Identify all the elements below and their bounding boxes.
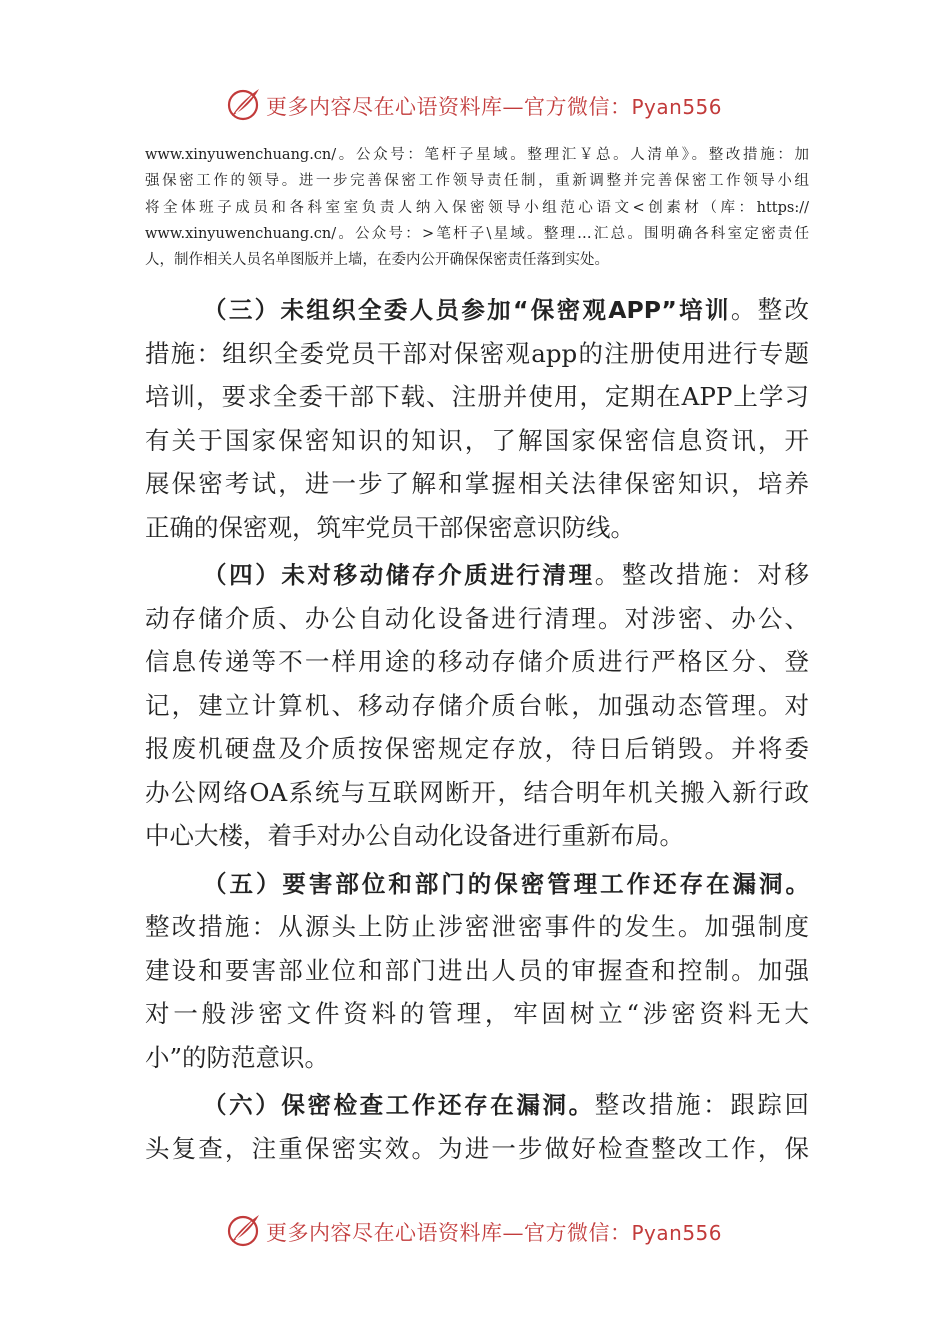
paragraph-line: 小”的防范意识。 xyxy=(145,1042,330,1072)
footer-watermark xyxy=(0,1210,950,1250)
paragraph-line: 中心大楼，着手对办公自动化设备进行重新布局。 xyxy=(145,821,684,850)
paragraph-line: 展保密考试，进一步了解和掌握相关法律保密知识，培养 xyxy=(145,469,809,498)
paragraph-line: www.xinyuwenchuang.cn/。公众号：笔杆子星域。整理汇￥总。人清单》。整改措施：加 xyxy=(145,147,809,163)
paragraph-line: 动存储介质、办公自动化设备进行清理。对涉密、办公、 xyxy=(145,603,809,633)
section-heading-line xyxy=(145,862,809,906)
watermark-wechat-id: Pyan556 xyxy=(631,95,723,119)
paragraph-line: 有关于国家保密知识的知识，了解国家保密信息资讯，开 xyxy=(145,425,809,455)
section-heading: （五）要害部位和部门的保密管理工作还存在漏洞。 xyxy=(203,869,809,898)
section-heading-line xyxy=(145,1083,809,1127)
heading-continuation: 整改措施：跟踪回 xyxy=(594,1090,809,1119)
section-heading-line xyxy=(145,553,809,597)
section-heading: （四）未对移动储存介质进行清理 xyxy=(203,561,595,589)
paragraph-line: www.xinyuwenchuang.cn/。公众号：>笔杆子\星域。整理…汇总。围明确各科室定密责任 xyxy=(145,225,809,242)
quill-logo-icon xyxy=(226,1212,262,1248)
watermark-text xyxy=(266,1217,722,1247)
intro-paragraph xyxy=(145,142,809,273)
paragraph-line: 办公网络OA系统与互联网断开，结合明年机关搬入新行政 xyxy=(145,777,809,807)
document-body xyxy=(145,288,809,1170)
paragraph-line: 建设和要害部业位和部门进出人员的审握查和控制。加强 xyxy=(145,955,809,985)
paragraph-line: 整改措施：从源头上防止涉密泄密事件的发生。加强制度 xyxy=(145,912,809,941)
paragraph-line: 培训，要求全委干部下载、注册并使用，定期在APP上学习 xyxy=(145,382,809,411)
section-heading-line xyxy=(145,288,809,332)
paragraph-line: 头复查，注重保密实效。为进一步做好检查整改工作，保 xyxy=(145,1133,809,1163)
watermark-cn: 更多内容尽在心语资料库—官方微信： xyxy=(266,1221,632,1245)
heading-continuation: 。整改 xyxy=(730,295,809,324)
section-3 xyxy=(145,288,809,549)
header-watermark xyxy=(0,84,950,124)
heading-continuation: 。整改措施：对移 xyxy=(594,560,809,589)
watermark-text xyxy=(266,91,722,121)
paragraph-line: 将全体班子成员和各科室室负责人纳入保密领导小组范心语文<创素材（库：https:// xyxy=(145,199,809,216)
paragraph-line: 信息传递等不一样用途的移动存储介质进行严格区分、登 xyxy=(145,647,809,676)
quill-logo-icon xyxy=(226,86,262,122)
paragraph-line: 人，制作相关人员名单图版并上墙，在委内公开确保保密责任落到实处。 xyxy=(145,252,609,269)
paragraph-line: 强保密工作的领导。进一步完善保密工作领导责任制，重新调整并完善保密工作领导小组 xyxy=(145,173,809,190)
paragraph-line: 对一般涉密文件资料的管理，牢固树立“涉密资料无大 xyxy=(145,999,809,1028)
watermark-cn: 更多内容尽在心语资料库—官方微信： xyxy=(266,95,632,119)
section-heading: （三）未组织全委人员参加“保密观APP”培训 xyxy=(203,296,731,324)
paragraph-line: 报废机硬盘及介质按保密规定存放，待日后销毁。并将委 xyxy=(145,734,809,763)
section-4 xyxy=(145,553,809,858)
watermark-wechat-id: Pyan556 xyxy=(631,1221,723,1245)
paragraph-line: 记，建立计算机、移动存储介质台帐，加强动态管理。对 xyxy=(145,690,809,720)
section-6 xyxy=(145,1083,809,1170)
section-5 xyxy=(145,862,809,1080)
paragraph-line: 正确的保密观，筑牢党员干部保密意识防线。 xyxy=(145,512,635,542)
section-heading: （六）保密检查工作还存在漏洞。 xyxy=(203,1091,595,1119)
paragraph-line: 措施：组织全委党员干部对保密观app的注册使用进行专题 xyxy=(145,338,809,368)
